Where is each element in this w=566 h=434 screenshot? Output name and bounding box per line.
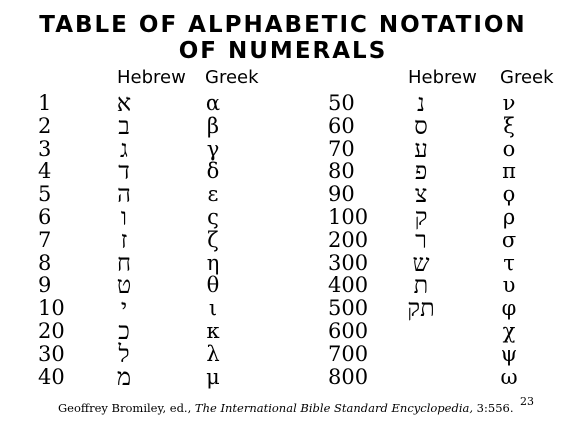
citation-author: Geoffrey Bromiley, ed., [58, 401, 195, 415]
hebrew-letter: ה [117, 180, 131, 209]
numeral-value: 400 [328, 273, 369, 298]
hebrew-letter: ש [412, 248, 430, 277]
numeral-value: 200 [328, 227, 369, 252]
numeral-value: 80 [328, 159, 355, 184]
greek-letter: ρ [502, 204, 516, 229]
numeral-value: 8 [38, 250, 52, 275]
numeral-value: 10 [38, 296, 65, 321]
hebrew-letter: נ [417, 89, 425, 117]
greek-letter: ν [502, 91, 516, 115]
left-hebrew-column [104, 89, 144, 391]
greek-letter: υ [502, 273, 516, 298]
right-greek-column [494, 92, 524, 388]
citation-work: The International Bible Standard Encyclopedia, [194, 401, 474, 415]
greek-letter: ι [208, 296, 218, 321]
greek-letter: ξ [503, 113, 515, 138]
numeral-value: 300 [328, 250, 369, 275]
numeral-value: 40 [38, 364, 65, 389]
numeral-value: 9 [38, 273, 52, 298]
hebrew-letter: י [120, 294, 128, 323]
citation [58, 401, 513, 415]
greek-letter: λ [206, 341, 220, 366]
numeral-value: 60 [328, 113, 355, 138]
hebrew-letter: מ [116, 362, 132, 391]
numeral-value: 700 [328, 341, 369, 366]
hebrew-letter: ו [120, 202, 128, 231]
numeral-value: 1 [38, 91, 52, 115]
hebrew-letter: א [116, 89, 132, 117]
citation-location: 3:556. [473, 401, 514, 415]
greek-letter: β [206, 113, 220, 138]
left-number-column [38, 92, 65, 388]
hebrew-letter: ע [414, 134, 428, 163]
hebrew-letter: ס [414, 111, 428, 140]
greek-letter: α [205, 91, 221, 115]
greek-letter: ς [207, 204, 219, 229]
hebrew-letter: ב [118, 111, 130, 140]
numeral-value: 30 [38, 341, 65, 366]
hebrew-letter: ת [413, 271, 429, 300]
header-greek-left: Greek [205, 67, 259, 88]
numeral-value: 50 [328, 91, 355, 115]
header-hebrew-left: Hebrew [117, 67, 186, 88]
hebrew-letter: ז [120, 225, 128, 254]
numeral-value: 7 [38, 227, 52, 252]
numeral-value: 70 [328, 136, 355, 161]
hebrew-letter: צ [414, 180, 428, 209]
hebrew-letter: ט [116, 271, 132, 300]
greek-letter: θ [206, 273, 220, 298]
greek-letter: η [206, 250, 220, 275]
hebrew-letter: ד [118, 157, 130, 186]
numeral-value: 6 [38, 204, 52, 229]
left-greek-column [198, 92, 228, 388]
greek-letter: γ [206, 136, 220, 161]
page-number: 23 [520, 395, 534, 408]
numeral-value: 90 [328, 182, 355, 207]
greek-letter: τ [503, 250, 515, 275]
greek-letter: χ [502, 318, 516, 343]
title-line-1: TABLE OF ALPHABETIC NOTATION [39, 12, 527, 38]
numeral-value: 800 [328, 364, 369, 389]
numeral-value: 20 [38, 318, 65, 343]
greek-letter: ω [500, 364, 518, 389]
header-greek-right: Greek [500, 67, 554, 88]
greek-letter: μ [206, 364, 220, 389]
greek-letter: δ [206, 159, 220, 184]
greek-letter: σ [501, 227, 517, 252]
numeral-value: 5 [38, 182, 52, 207]
hebrew-letter: תק [407, 294, 435, 323]
greek-letter: π [502, 159, 516, 184]
header-hebrew-right: Hebrew [408, 67, 477, 88]
hebrew-letter: ח [116, 248, 132, 277]
hebrew-letter: ל [118, 339, 130, 368]
greek-letter: ϙ [502, 182, 516, 207]
greek-letter: ζ [207, 227, 219, 252]
numeral-value: 3 [38, 136, 52, 161]
hebrew-letter: ג [120, 134, 128, 163]
hebrew-letter: ק [414, 202, 428, 231]
numeral-value: 600 [328, 318, 369, 343]
greek-letter: κ [206, 318, 220, 343]
greek-letter: ψ [500, 341, 518, 366]
hebrew-letter: ר [415, 225, 427, 254]
greek-letter: φ [501, 296, 517, 321]
numeral-value: 500 [328, 296, 369, 321]
greek-letter: ο [502, 136, 516, 161]
hebrew-letter: פ [414, 157, 428, 186]
right-hebrew-column [398, 89, 444, 323]
hebrew-letter: כ [118, 316, 130, 345]
numeral-value: 4 [38, 159, 52, 184]
greek-letter: ε [207, 182, 219, 207]
numeral-value: 2 [38, 113, 52, 138]
title-line-2: OF NUMERALS [178, 38, 388, 64]
numeral-value: 100 [328, 204, 369, 229]
right-number-column [328, 92, 368, 388]
